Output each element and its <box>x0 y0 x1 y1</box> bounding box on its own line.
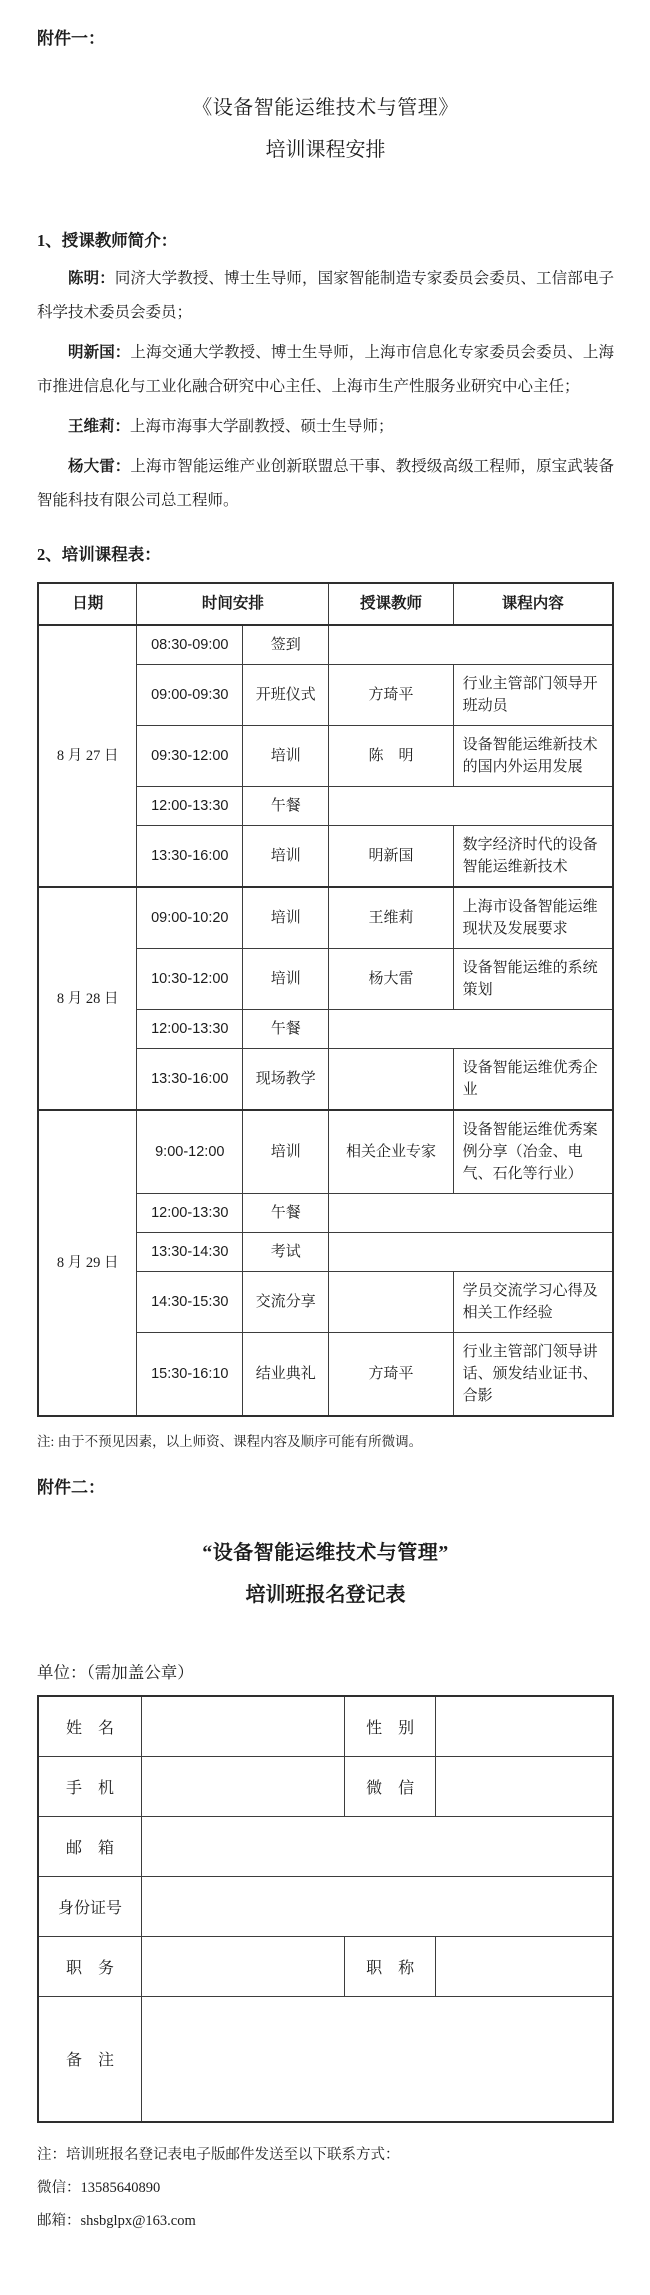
activity-cell: 结业典礼 <box>243 1333 329 1417</box>
merged-empty-cell <box>329 1233 613 1272</box>
content-cell: 设备智能运维的系统策划 <box>453 949 613 1010</box>
content-cell: 设备智能运维优秀企业 <box>453 1049 613 1111</box>
activity-cell: 午餐 <box>243 1010 329 1049</box>
schedule-row <box>38 1110 613 1194</box>
regform-row <box>38 1996 613 2122</box>
teacher-name: 明新国： <box>68 344 131 361</box>
schedule-header-teacher: 授课教师 <box>329 583 453 625</box>
regform-row <box>38 1816 613 1876</box>
time-cell: 09:30-12:00 <box>137 726 243 787</box>
contact-notes <box>37 2139 614 2238</box>
merged-empty-cell <box>329 1010 613 1049</box>
unit-label: 单位：（需加盖公章） <box>37 1663 194 1682</box>
form-label-cell: 微 信 <box>344 1756 435 1816</box>
content-cell: 行业主管部门领导讲话、颁发结业证书、合影 <box>453 1333 613 1417</box>
date-cell: 8 月 28 日 <box>38 887 137 1110</box>
teacher-bio: 杨大雷：上海市智能运维产业创新联盟总干事、教授级高级工程师，原宝武装备智能科技有限公司总工程师。 <box>37 458 614 509</box>
form-value-cell <box>142 1936 345 1996</box>
doc1-title: 《设备智能运维技术与管理》 <box>192 97 459 119</box>
form-label-cell: 性 别 <box>344 1696 435 1756</box>
doc1-subtitle: 培训课程安排 <box>265 139 386 161</box>
date-cell: 8 月 27 日 <box>38 625 137 887</box>
schedule-table <box>37 582 614 1417</box>
schedule-header-time: 时间安排 <box>137 583 329 625</box>
attachment1-label: 附件一： <box>37 29 105 48</box>
teacher-cell: 方琦平 <box>329 1333 453 1417</box>
activity-cell: 培训 <box>243 949 329 1010</box>
teacher-name: 陈明： <box>68 270 115 287</box>
activity-cell: 交流分享 <box>243 1272 329 1333</box>
activity-cell: 午餐 <box>243 1194 329 1233</box>
schedule-note: 注: 由于不预见因素，以上师资、课程内容及顺序可能有所微调。 <box>37 1434 423 1449</box>
content-cell: 学员交流学习心得及相关工作经验 <box>453 1272 613 1333</box>
form-label-cell: 备 注 <box>38 1996 142 2122</box>
time-cell: 09:00-10:20 <box>137 887 243 949</box>
teacher-name: 王维莉： <box>68 418 131 435</box>
teacher-cell <box>329 1272 453 1333</box>
activity-cell: 开班仪式 <box>243 665 329 726</box>
schedule-row <box>38 887 613 949</box>
regform-table-body <box>38 1696 613 2122</box>
teacher-bio: 王维莉：上海市海事大学副教授、硕士生导师； <box>68 418 394 435</box>
time-cell: 12:00-13:30 <box>137 787 243 826</box>
contact-note-line: 注：培训班报名登记表电子版邮件发送至以下联系方式： <box>37 2147 400 2163</box>
activity-cell: 培训 <box>243 726 329 787</box>
form-value-cell <box>142 1876 614 1936</box>
form-label-cell: 邮 箱 <box>38 1816 142 1876</box>
time-cell: 09:00-09:30 <box>137 665 243 726</box>
form-label-cell: 身份证号 <box>38 1876 142 1936</box>
form-value-cell <box>436 1936 613 1996</box>
activity-cell: 培训 <box>243 826 329 888</box>
content-cell: 设备智能运维优秀案例分享（冶金、电气、石化等行业） <box>453 1110 613 1194</box>
time-cell: 12:00-13:30 <box>137 1194 243 1233</box>
merged-empty-cell <box>329 787 613 826</box>
teacher-bio: 明新国：上海交通大学教授、博士生导师，上海市信息化专家委员会委员、上海市推进信息化与工业化融合研究中心主任、上海市生产性服务业研究中心主任； <box>37 344 614 395</box>
form-value-cell <box>436 1756 613 1816</box>
date-cell: 8 月 29 日 <box>38 1110 137 1416</box>
form-label-cell: 手 机 <box>38 1756 142 1816</box>
registration-form-table <box>37 1695 614 2123</box>
teacher-cell: 相关企业专家 <box>329 1110 453 1194</box>
teacher-bio: 陈明：同济大学教授、博士生导师，国家智能制造专家委员会委员、工信部电子科学技术委员会委员； <box>37 270 614 321</box>
form-value-cell <box>436 1696 613 1756</box>
form-value-cell <box>142 1996 614 2122</box>
form-value-cell <box>142 1696 345 1756</box>
doc2-subtitle: 培训班报名登记表 <box>245 1584 406 1606</box>
schedule-header-date: 日期 <box>38 583 137 625</box>
teacher-cell: 王维莉 <box>329 887 453 949</box>
merged-empty-cell <box>329 625 613 665</box>
content-cell: 设备智能运维新技术的国内外运用发展 <box>453 726 613 787</box>
section2-heading: 2、培训课程表： <box>37 545 161 564</box>
time-cell: 14:30-15:30 <box>137 1272 243 1333</box>
activity-cell: 签到 <box>243 625 329 665</box>
teacher-cell: 杨大雷 <box>329 949 453 1010</box>
teacher-cell <box>329 1049 453 1111</box>
contact-email: 邮箱：shsbglpx@163.com <box>37 2213 196 2229</box>
activity-cell: 考试 <box>243 1233 329 1272</box>
schedule-row <box>38 625 613 665</box>
contact-wechat: 微信：13585640890 <box>37 2180 161 2196</box>
attachment2-label: 附件二： <box>37 1478 105 1497</box>
teacher-cell: 明新国 <box>329 826 453 888</box>
activity-cell: 现场教学 <box>243 1049 329 1111</box>
form-label-cell: 姓 名 <box>38 1696 142 1756</box>
time-cell: 13:30-16:00 <box>137 1049 243 1111</box>
regform-row <box>38 1936 613 1996</box>
regform-row <box>38 1756 613 1816</box>
time-cell: 15:30-16:10 <box>137 1333 243 1417</box>
teacher-cell: 方琦平 <box>329 665 453 726</box>
teacher-name: 杨大雷： <box>68 458 131 475</box>
regform-row <box>38 1696 613 1756</box>
merged-empty-cell <box>329 1194 613 1233</box>
teacher-cell: 陈 明 <box>329 726 453 787</box>
form-label-cell: 职 称 <box>344 1936 435 1996</box>
activity-cell: 培训 <box>243 887 329 949</box>
teacher-bios <box>37 262 614 518</box>
time-cell: 9:00-12:00 <box>137 1110 243 1194</box>
schedule-header-row <box>38 583 613 625</box>
content-cell: 行业主管部门领导开班动员 <box>453 665 613 726</box>
time-cell: 08:30-09:00 <box>137 625 243 665</box>
content-cell: 上海市设备智能运维现状及发展要求 <box>453 887 613 949</box>
form-value-cell <box>142 1816 614 1876</box>
doc2-title: “设备智能运维技术与管理” <box>202 1542 449 1564</box>
time-cell: 13:30-16:00 <box>137 826 243 888</box>
time-cell: 12:00-13:30 <box>137 1010 243 1049</box>
time-cell: 10:30-12:00 <box>137 949 243 1010</box>
schedule-table-body <box>38 625 613 1416</box>
time-cell: 13:30-14:30 <box>137 1233 243 1272</box>
form-label-cell: 职 务 <box>38 1936 142 1996</box>
activity-cell: 培训 <box>243 1110 329 1194</box>
regform-row <box>38 1876 613 1936</box>
section1-heading: 1、授课教师简介： <box>37 231 178 250</box>
activity-cell: 午餐 <box>243 787 329 826</box>
content-cell: 数字经济时代的设备智能运维新技术 <box>453 826 613 888</box>
schedule-header-content: 课程内容 <box>453 583 613 625</box>
form-value-cell <box>142 1756 345 1816</box>
